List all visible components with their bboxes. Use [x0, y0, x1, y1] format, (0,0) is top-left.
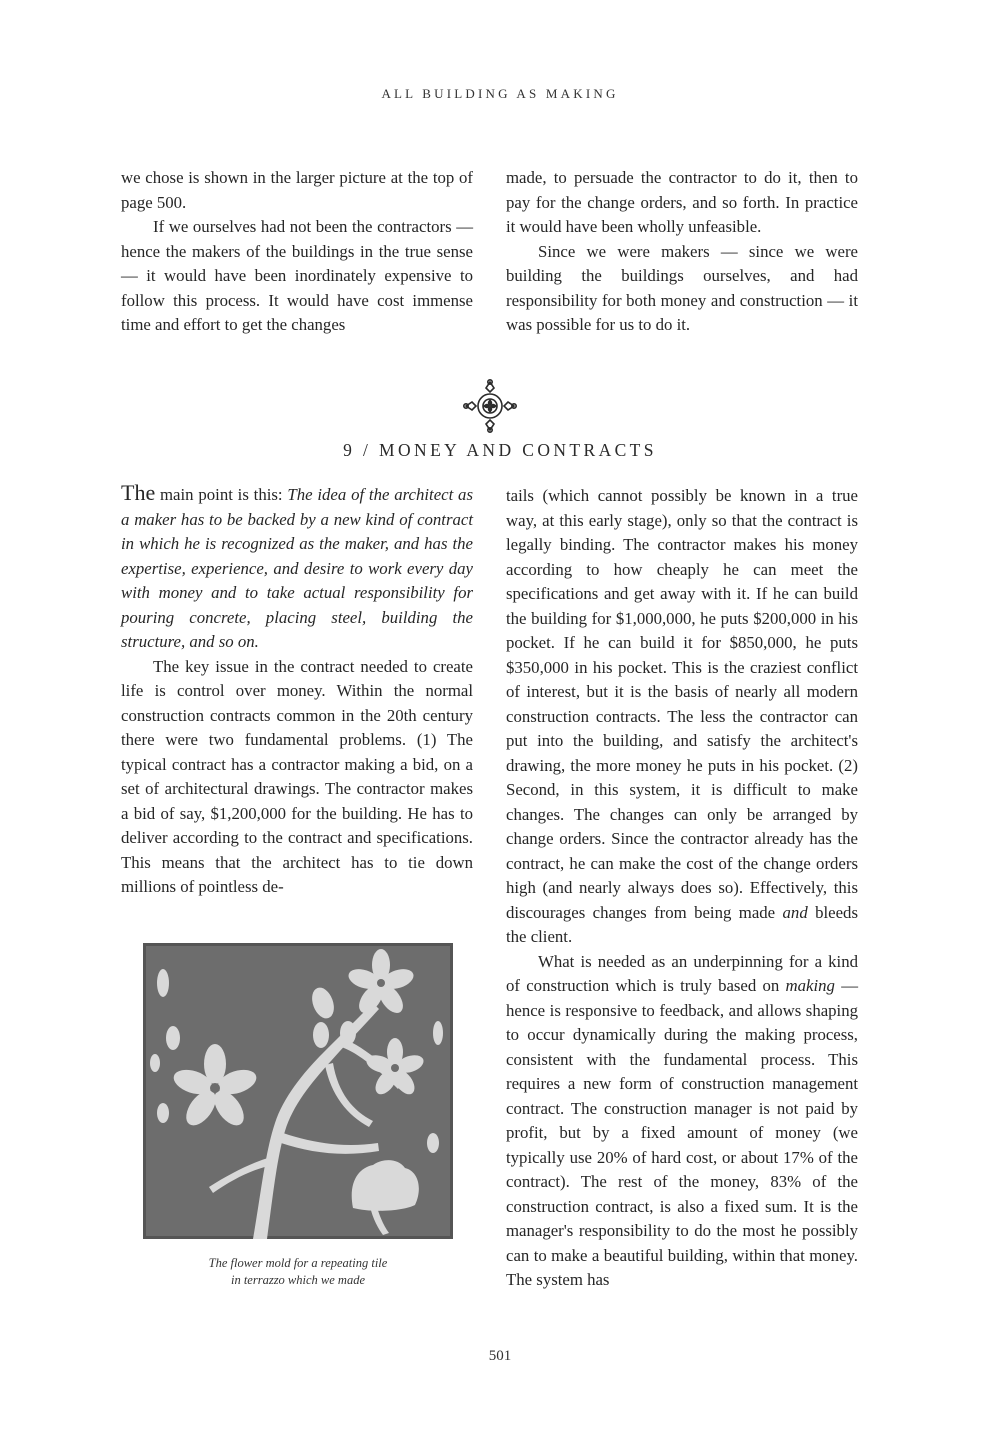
text-span: bleeds the client.: [506, 902, 858, 946]
top-left-column: [121, 166, 473, 338]
paragraph: [506, 484, 858, 950]
caption-line: The flower mold for a repeating tile: [208, 1256, 388, 1270]
main-right-column: [506, 484, 858, 1293]
paragraph: The key issue in the contract needed to create life is control over money. Within the normal construction contracts common in the 20th century there were two fundamental problems. (1) The typical contract has a contractor making a bid, on a set of architectural drawings. The contractor makes a bid of say, $1,200,000 for the building. He has to deliver according to the contract and specifications. This means that the architect has to tie down millions of pointless de-: [121, 656, 473, 896]
text-span: tails (which cannot possibly be known in a true way, at this early stage), only so that the contract is legally binding. The contractor makes his money according to how cheaply he can meet the specifications and get away with it. If he can build the building for $1,000,000, he puts $200,000 in his pocket. If he can build it for $850,000, he puts $350,000 in his pocket. This is the craziest conflict of interest, but it is the basis of nearly all modern construction contracts. The less the contractor can put into the building, and satisfy the architect's drawing, the more money he puts in his pocket. (2) Second, in this system, it is difficult to make changes. The changes can only be arranged by change orders. Since the contractor already has the contract, he can make the cost of the change orders high (and nearly always does so). Effectively, this discourages changes from being made: [506, 486, 858, 922]
paragraph: [121, 481, 473, 655]
lead-word: The: [121, 480, 156, 505]
italic-span: The idea of the architect as a maker has to be backed by a new kind of contract in which he is recognized as the maker, and has the expertise, experience, and desire to work every day with money and to take actual responsibility for pouring concrete, placing steel, building the structure, and so on.: [121, 485, 473, 651]
caption-line: in terrazzo which we made: [230, 1273, 366, 1287]
italic-span: and: [782, 902, 808, 922]
top-right-column: [506, 166, 858, 338]
text-span: What is needed as an underpinning for a kind of construction which is truly based on: [506, 951, 858, 995]
running-head: ALL BUILDING AS MAKING: [381, 86, 619, 101]
paragraph: If we ourselves had not been the contractors — hence the makers of the buildings in the true sense — it would have been inordinately expensive to follow this process. It would have cost immense time and effort to get the changes: [121, 217, 473, 334]
page-number: 501: [488, 1348, 512, 1364]
paragraph: [506, 950, 858, 1293]
tile-photo: [143, 943, 453, 1239]
paragraph: made, to persuade the contractor to do it, then to pay for the change orders, and so forth. In practice it would have been wholly unfeasible.: [506, 168, 858, 236]
text-span: main point is this:: [155, 485, 288, 504]
fleuron-icon: [462, 378, 518, 434]
section-heading: 9 / MONEY AND CONTRACTS: [343, 440, 657, 460]
figure-caption: [143, 1255, 453, 1289]
paragraph: Since we were makers — since we were building the buildings ourselves, and had responsibility for both money and construction — it was possible for us to do it.: [506, 241, 858, 334]
text-span: — hence is responsive to feedback, and allows shaping to occur dynamically during the making process, consistent with the fundamental process. This requires a new form of construction management contract. The construction manager is not paid by profit, but by a fixed amount of money (we typically use 20% of hard cost, or about 17% of the contract). The rest of the money, 83% of the construction contract, is also a fixed sum. It is the manager's responsibility to do the most he possibly can to make a beautiful building, within that money. The system has: [506, 976, 858, 1289]
main-left-column: [121, 481, 473, 900]
italic-span: making: [785, 976, 835, 995]
paragraph: we chose is shown in the larger picture at the top of page 500.: [121, 168, 473, 212]
